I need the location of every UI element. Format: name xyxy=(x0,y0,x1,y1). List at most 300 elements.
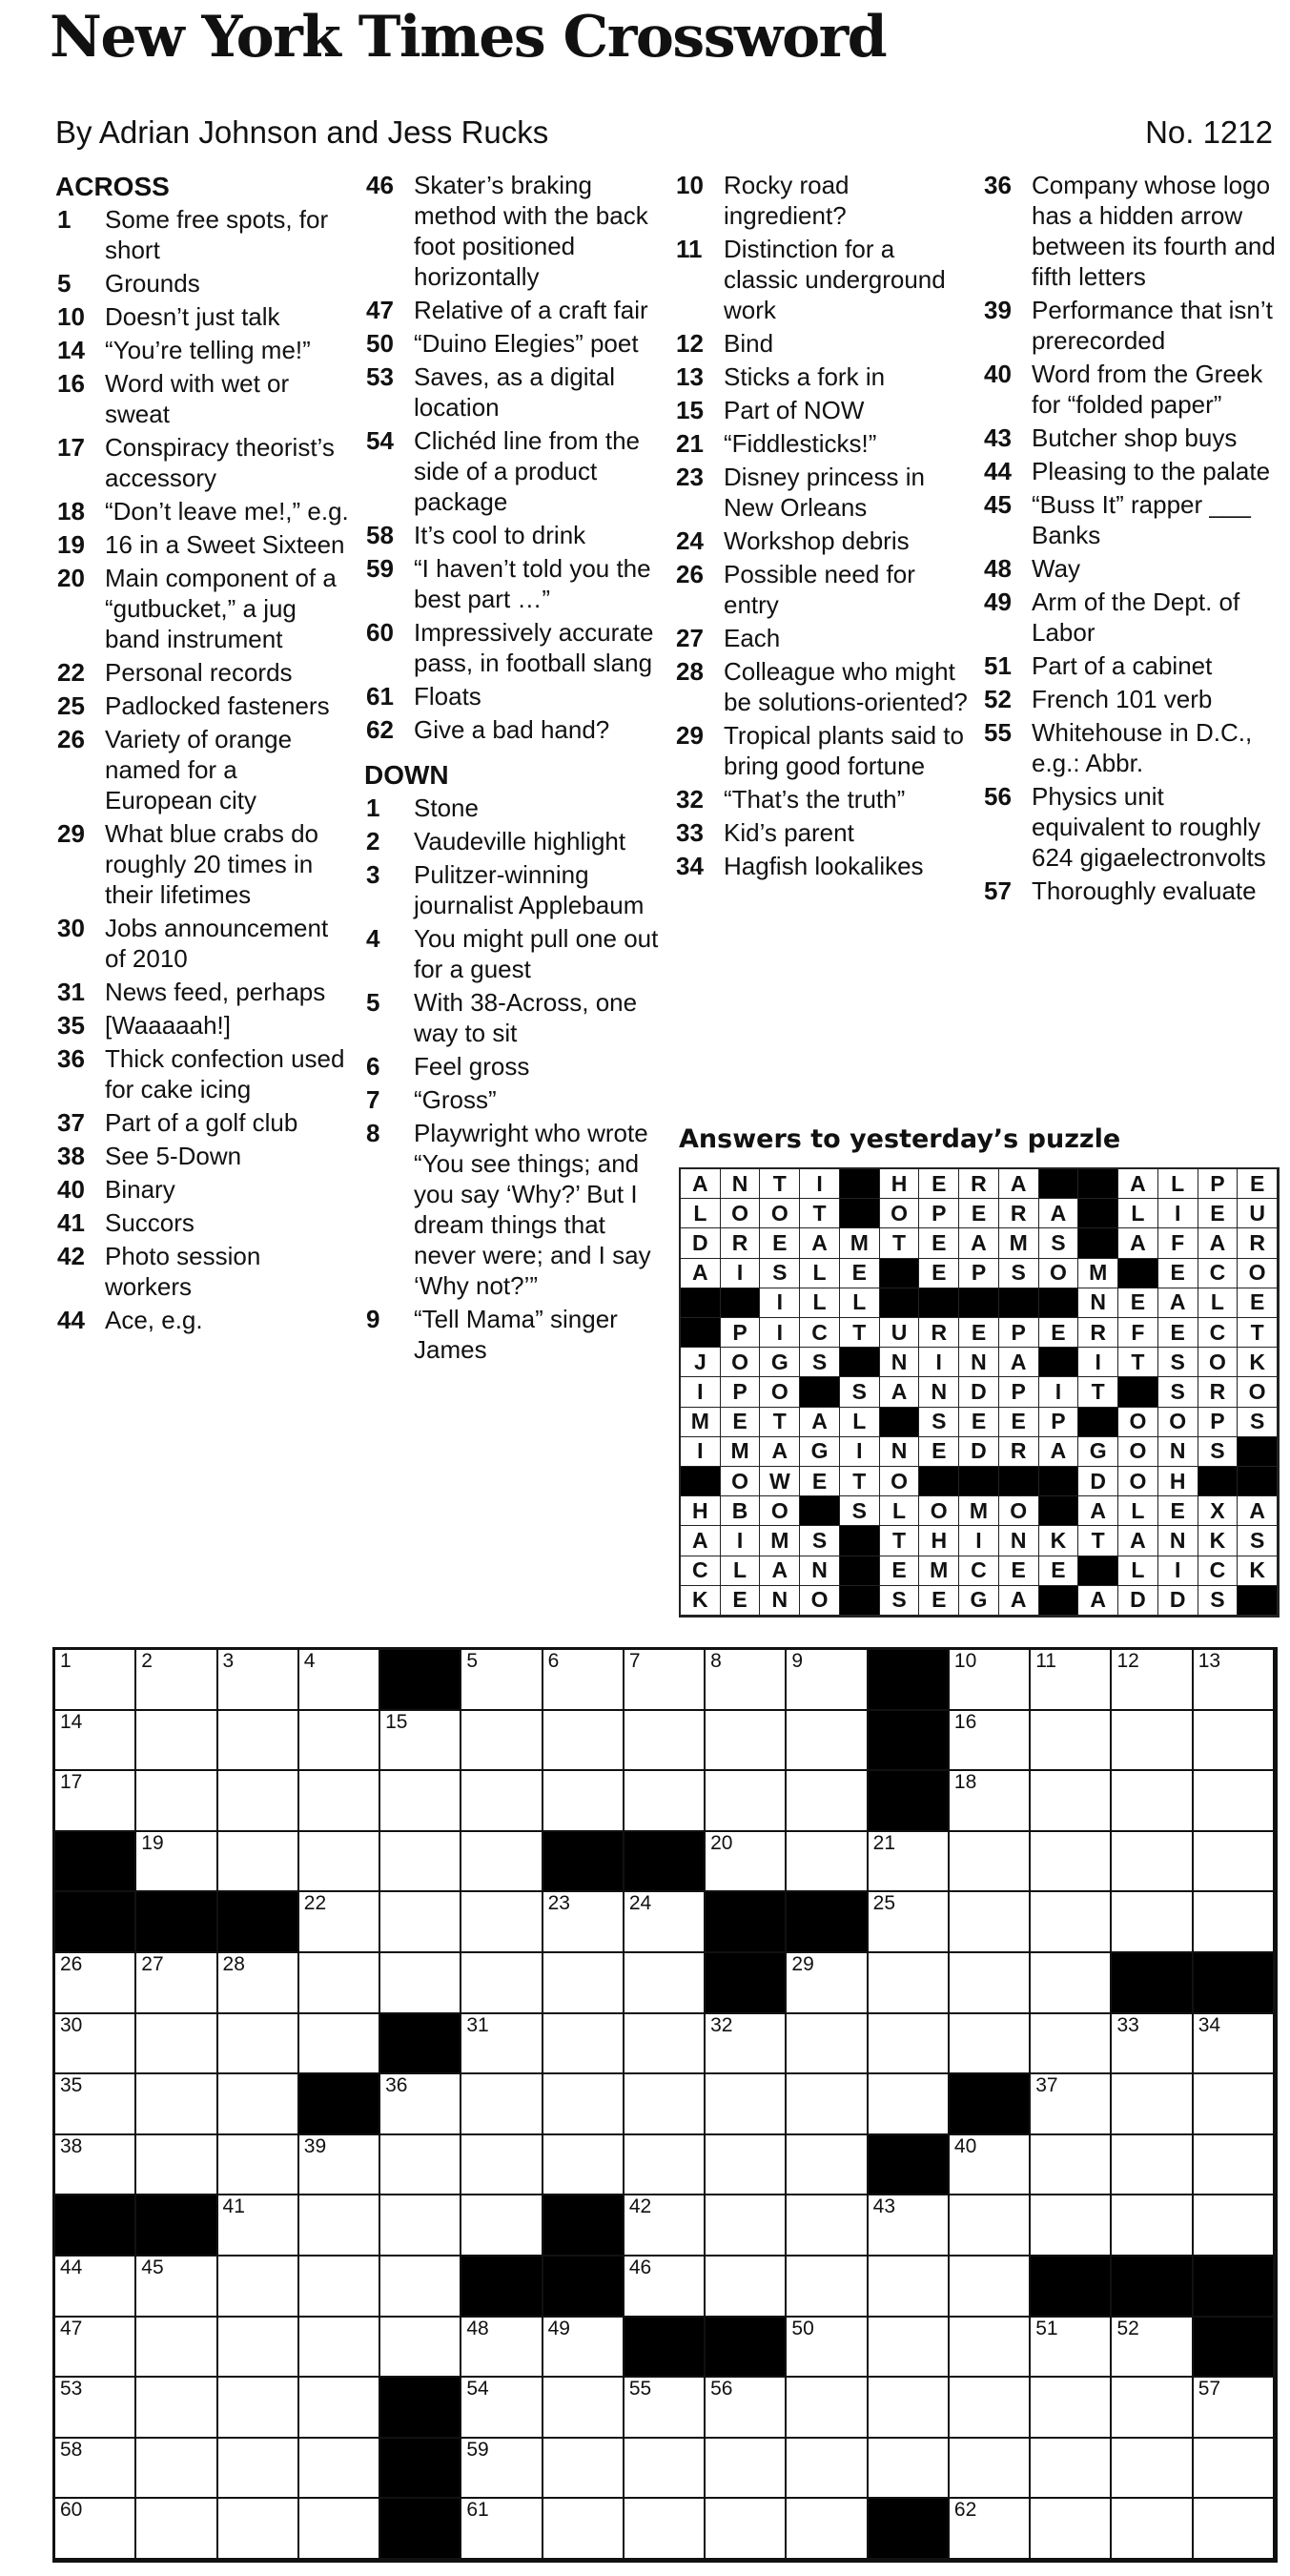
grid-cell[interactable] xyxy=(55,2014,136,2075)
clue-text: Relative of a craft fair xyxy=(414,296,648,324)
grid-cell[interactable] xyxy=(380,2195,461,2257)
grid-cell[interactable] xyxy=(543,2014,625,2075)
grid-cell[interactable] xyxy=(869,1832,950,1893)
clue-text: Pulitzer-winning journalist Applebaum xyxy=(414,860,645,919)
grid-cell[interactable] xyxy=(1112,2378,1193,2439)
grid-cell[interactable] xyxy=(1112,2135,1193,2196)
grid-cell[interactable] xyxy=(706,2499,787,2560)
section-heading-across: ACROSS xyxy=(55,172,170,201)
grid-cell[interactable] xyxy=(136,2014,217,2075)
answer-cell: O xyxy=(1118,1467,1158,1496)
grid-cell[interactable] xyxy=(218,1711,299,1772)
grid-cell[interactable] xyxy=(1031,2378,1112,2439)
grid-cell[interactable] xyxy=(625,2074,706,2135)
grid-cell[interactable] xyxy=(299,2257,380,2318)
clue-text: Variety of orange named for a European city xyxy=(105,725,293,814)
grid-cell[interactable] xyxy=(1194,1832,1275,1893)
grid-cell[interactable] xyxy=(1194,2439,1275,2500)
grid-cell[interactable] xyxy=(218,2074,299,2135)
answer-cell: F xyxy=(1118,1318,1158,1348)
grid-cell[interactable] xyxy=(1194,2378,1275,2439)
grid-cell[interactable] xyxy=(950,1892,1031,1953)
grid-cell[interactable] xyxy=(461,2195,543,2257)
clue-number: 61 xyxy=(366,682,394,711)
grid-cell[interactable] xyxy=(299,1832,380,1893)
grid-cell[interactable] xyxy=(136,1953,217,2014)
grid-cell[interactable] xyxy=(461,2499,543,2560)
grid-cell[interactable] xyxy=(1194,1711,1275,1772)
page-title: New York Times Crossword xyxy=(50,4,887,71)
grid-cell[interactable] xyxy=(55,2499,136,2560)
grid-cell[interactable] xyxy=(869,2257,950,2318)
clue-number: 39 xyxy=(984,296,1012,324)
grid-cell[interactable] xyxy=(1031,1711,1112,1772)
grid-cell[interactable] xyxy=(380,1953,461,2014)
grid-cell[interactable] xyxy=(299,1771,380,1832)
grid-cell[interactable] xyxy=(787,2257,868,2318)
answer-cell: K xyxy=(1238,1556,1278,1586)
grid-cell[interactable] xyxy=(706,1711,787,1772)
grid-block xyxy=(136,2195,217,2257)
grid-cell[interactable] xyxy=(136,2257,217,2318)
grid-cell[interactable] xyxy=(461,2074,543,2135)
clue xyxy=(982,359,1282,420)
grid-cell[interactable] xyxy=(543,1953,625,2014)
grid-cell[interactable] xyxy=(461,2135,543,2196)
grid-cell-number: 35 xyxy=(60,2074,83,2097)
grid-cell[interactable] xyxy=(299,1953,380,2014)
grid-cell[interactable] xyxy=(1194,1650,1275,1711)
grid-cell[interactable] xyxy=(1031,2014,1112,2075)
grid-cell[interactable] xyxy=(543,1771,625,1832)
grid-cell[interactable] xyxy=(299,2378,380,2439)
grid-cell[interactable] xyxy=(625,2378,706,2439)
clue xyxy=(674,784,970,814)
grid-cell[interactable] xyxy=(869,2378,950,2439)
clue xyxy=(55,1207,351,1238)
clue-text: “Don’t leave me!,” e.g. xyxy=(105,497,349,526)
grid-cell[interactable] xyxy=(299,1892,380,1953)
answer-cell: E xyxy=(1198,1199,1239,1228)
grid-cell[interactable] xyxy=(543,2074,625,2135)
clue xyxy=(364,1084,660,1115)
grid-cell[interactable] xyxy=(218,2195,299,2257)
grid-cell[interactable] xyxy=(950,2195,1031,2257)
grid-cell[interactable] xyxy=(461,1953,543,2014)
grid-cell[interactable] xyxy=(136,2378,217,2439)
grid-cell[interactable] xyxy=(787,1953,868,2014)
grid-cell[interactable] xyxy=(218,2499,299,2560)
clue xyxy=(982,295,1282,356)
grid-cell[interactable] xyxy=(461,1832,543,1893)
clue xyxy=(982,717,1282,778)
grid-cell[interactable] xyxy=(543,1650,625,1711)
grid-cell[interactable] xyxy=(625,2257,706,2318)
grid-cell[interactable] xyxy=(218,1832,299,1893)
clue-number: 23 xyxy=(676,463,704,491)
grid-cell[interactable] xyxy=(1031,2195,1112,2257)
grid-cell[interactable] xyxy=(1194,2135,1275,2196)
grid-cell[interactable] xyxy=(1031,1650,1112,1711)
grid-cell[interactable] xyxy=(1112,2014,1193,2075)
clue xyxy=(674,395,970,425)
answer-cell: T xyxy=(800,1199,840,1228)
grid-cell[interactable] xyxy=(380,2257,461,2318)
grid-cell[interactable] xyxy=(950,1832,1031,1893)
grid-cell[interactable] xyxy=(218,1650,299,1711)
grid-cell[interactable] xyxy=(1112,1892,1193,1953)
clue-number: 62 xyxy=(366,715,394,744)
grid-cell[interactable] xyxy=(299,2195,380,2257)
grid-cell[interactable] xyxy=(950,2014,1031,2075)
grid-cell[interactable] xyxy=(787,2195,868,2257)
clue-text: Impressively accurate pass, in football slang xyxy=(414,618,654,677)
clue-text: “You’re telling me!” xyxy=(105,336,311,364)
grid-cell-number: 36 xyxy=(385,2074,408,2097)
grid-cell[interactable] xyxy=(1194,2195,1275,2257)
grid-cell[interactable] xyxy=(625,1953,706,2014)
answer-block xyxy=(1039,1288,1079,1318)
grid-cell[interactable] xyxy=(136,2499,217,2560)
grid-cell[interactable] xyxy=(55,1650,136,1711)
grid-cell[interactable] xyxy=(787,1832,868,1893)
answer-cell: W xyxy=(760,1467,800,1496)
grid-cell[interactable] xyxy=(1112,2439,1193,2500)
answer-cell: K xyxy=(1238,1348,1278,1377)
answer-cell: O xyxy=(1158,1408,1198,1437)
grid-cell[interactable] xyxy=(218,2439,299,2500)
grid-cell[interactable] xyxy=(950,2439,1031,2500)
grid-cell[interactable] xyxy=(787,1711,868,1772)
answer-cell: N xyxy=(880,1348,920,1377)
answer-cell: P xyxy=(1039,1408,1079,1437)
grid-cell[interactable] xyxy=(380,1771,461,1832)
grid-cell[interactable] xyxy=(869,2195,950,2257)
clue-text: Each xyxy=(724,624,781,652)
grid-cell-number: 5 xyxy=(466,1650,479,1672)
answer-cell: L xyxy=(1118,1496,1158,1526)
grid-cell[interactable] xyxy=(1112,1832,1193,1893)
answer-cell: N xyxy=(1158,1437,1198,1467)
grid-cell[interactable] xyxy=(218,2014,299,2075)
answer-cell: E xyxy=(919,1437,959,1467)
grid-cell[interactable] xyxy=(461,1650,543,1711)
grid-cell[interactable] xyxy=(1031,2439,1112,2500)
grid-cell[interactable] xyxy=(625,1711,706,1772)
answer-cell: U xyxy=(880,1318,920,1348)
answer-block xyxy=(840,1526,880,1556)
clue xyxy=(364,553,660,614)
grid-cell[interactable] xyxy=(299,1650,380,1711)
answer-cell: L xyxy=(800,1288,840,1318)
grid-cell[interactable] xyxy=(380,2318,461,2379)
clue-number: 49 xyxy=(984,587,1012,616)
grid-cell[interactable] xyxy=(625,2439,706,2500)
grid-cell[interactable] xyxy=(136,2439,217,2500)
grid-cell[interactable] xyxy=(1031,1832,1112,1893)
grid-cell[interactable] xyxy=(1031,2318,1112,2379)
answer-cell: M xyxy=(840,1228,880,1258)
grid-cell[interactable] xyxy=(299,2499,380,2560)
answer-cell: S xyxy=(840,1377,880,1407)
clue-column-1 xyxy=(55,170,351,1338)
grid-cell[interactable] xyxy=(950,2378,1031,2439)
grid-cell[interactable] xyxy=(543,1711,625,1772)
answer-cell: A xyxy=(800,1228,840,1258)
clue-text: Part of a cabinet xyxy=(1032,651,1213,680)
grid-cell[interactable] xyxy=(461,2318,543,2379)
grid-cell[interactable] xyxy=(950,1711,1031,1772)
grid-cell[interactable] xyxy=(1112,2499,1193,2560)
grid-cell[interactable] xyxy=(136,1711,217,1772)
grid-cell[interactable] xyxy=(543,2318,625,2379)
clue xyxy=(364,295,660,325)
grid-cell[interactable] xyxy=(706,2378,787,2439)
answer-cell: E xyxy=(721,1586,761,1616)
grid-cell[interactable] xyxy=(869,1892,950,1953)
clue-number: 55 xyxy=(984,718,1012,747)
grid-cell[interactable] xyxy=(218,2257,299,2318)
answer-cell: A xyxy=(1039,1199,1079,1228)
grid-cell[interactable] xyxy=(787,2014,868,2075)
grid-cell[interactable] xyxy=(299,2135,380,2196)
grid-cell-number: 55 xyxy=(628,2378,652,2401)
grid-cell[interactable] xyxy=(1112,2195,1193,2257)
grid-cell[interactable] xyxy=(787,2499,868,2560)
grid-cell[interactable] xyxy=(950,1953,1031,2014)
clue-text: Ace, e.g. xyxy=(105,1306,203,1334)
answer-cell: E xyxy=(1158,1259,1198,1288)
grid-cell[interactable] xyxy=(55,2378,136,2439)
clue-text: Binary xyxy=(105,1175,175,1204)
grid-cell[interactable] xyxy=(543,2439,625,2500)
grid-cell[interactable] xyxy=(1194,2074,1275,2135)
answer-cell: O xyxy=(760,1496,800,1526)
grid-cell[interactable] xyxy=(706,2014,787,2075)
grid-cell[interactable] xyxy=(706,2195,787,2257)
answer-cell: P xyxy=(721,1377,761,1407)
grid-cell[interactable] xyxy=(1031,2499,1112,2560)
grid-cell[interactable] xyxy=(950,1650,1031,1711)
grid-cell[interactable] xyxy=(136,2318,217,2379)
grid-cell[interactable] xyxy=(55,2135,136,2196)
grid-cell[interactable] xyxy=(543,2499,625,2560)
grid-cell[interactable] xyxy=(869,2318,950,2379)
answer-cell: E xyxy=(721,1408,761,1437)
answer-cell: R xyxy=(1078,1318,1118,1348)
grid-cell[interactable] xyxy=(55,1711,136,1772)
answer-cell: E xyxy=(919,1586,959,1616)
grid-cell[interactable] xyxy=(625,1650,706,1711)
grid-cell[interactable] xyxy=(1112,1771,1193,1832)
grid-cell[interactable] xyxy=(461,1711,543,1772)
answer-cell: O xyxy=(1238,1377,1278,1407)
grid-cell[interactable] xyxy=(1031,2135,1112,2196)
grid-cell[interactable] xyxy=(461,2014,543,2075)
clue-number: 22 xyxy=(57,658,85,687)
grid-cell[interactable] xyxy=(299,2318,380,2379)
grid-cell[interactable] xyxy=(950,1771,1031,1832)
grid-cell[interactable] xyxy=(787,2135,868,2196)
grid-cell-number: 27 xyxy=(141,1953,164,1975)
clue xyxy=(55,1241,351,1302)
grid-cell[interactable] xyxy=(218,1771,299,1832)
clue-number: 7 xyxy=(366,1085,380,1114)
grid-cell[interactable] xyxy=(1031,1953,1112,2014)
clue xyxy=(55,1174,351,1205)
answer-cell: O xyxy=(721,1199,761,1228)
grid-cell[interactable] xyxy=(299,2439,380,2500)
grid-cell[interactable] xyxy=(869,2014,950,2075)
grid-cell[interactable] xyxy=(1112,1650,1193,1711)
grid-cell[interactable] xyxy=(218,2318,299,2379)
grid-cell[interactable] xyxy=(706,2439,787,2500)
answer-cell: O xyxy=(880,1467,920,1496)
grid-cell[interactable] xyxy=(55,2439,136,2500)
grid-cell[interactable] xyxy=(1194,1771,1275,1832)
grid-cell[interactable] xyxy=(136,1771,217,1832)
clue-number: 36 xyxy=(984,171,1012,199)
grid-block xyxy=(950,2074,1031,2135)
clue-number: 38 xyxy=(57,1142,85,1170)
grid-cell[interactable] xyxy=(1112,2074,1193,2135)
grid-cell[interactable] xyxy=(218,2378,299,2439)
grid-cell[interactable] xyxy=(787,2378,868,2439)
clue xyxy=(364,681,660,711)
grid-cell[interactable] xyxy=(136,2074,217,2135)
clue xyxy=(364,1051,660,1082)
answer-cell: C xyxy=(800,1318,840,1348)
grid-block xyxy=(55,1892,136,1953)
answer-cell: C xyxy=(681,1556,721,1586)
grid-cell[interactable] xyxy=(380,2135,461,2196)
grid-cell[interactable] xyxy=(1031,1892,1112,1953)
grid-cell[interactable] xyxy=(1194,2499,1275,2560)
clue xyxy=(982,587,1282,648)
grid-cell[interactable] xyxy=(787,2318,868,2379)
grid-cell[interactable] xyxy=(625,1771,706,1832)
grid-cell[interactable] xyxy=(1112,1711,1193,1772)
grid-cell[interactable] xyxy=(950,2318,1031,2379)
answer-cell: D xyxy=(1158,1586,1198,1616)
grid-cell[interactable] xyxy=(706,2135,787,2196)
grid-cell[interactable] xyxy=(136,1650,217,1711)
grid-cell[interactable] xyxy=(380,1832,461,1893)
grid-cell[interactable] xyxy=(869,1953,950,2014)
answer-cell: A xyxy=(800,1408,840,1437)
clue-number: 29 xyxy=(57,819,85,848)
answer-cell: L xyxy=(840,1408,880,1437)
answer-block xyxy=(1078,1199,1118,1228)
grid-cell[interactable] xyxy=(299,2014,380,2075)
grid-cell[interactable] xyxy=(299,1711,380,1772)
clue-number: 14 xyxy=(57,336,85,364)
answer-cell: N xyxy=(999,1526,1039,1556)
grid-cell[interactable] xyxy=(461,2439,543,2500)
answer-cell: E xyxy=(1238,1169,1278,1199)
grid-cell[interactable] xyxy=(1194,1892,1275,1953)
grid-cell[interactable] xyxy=(55,2318,136,2379)
grid-cell[interactable] xyxy=(787,2439,868,2500)
grid-cell[interactable] xyxy=(461,2378,543,2439)
grid-cell-number: 40 xyxy=(953,2134,977,2157)
grid-cell[interactable] xyxy=(461,1771,543,1832)
answer-cell: S xyxy=(800,1526,840,1556)
grid-cell[interactable] xyxy=(136,1832,217,1893)
grid-cell[interactable] xyxy=(543,2135,625,2196)
grid-cell[interactable] xyxy=(625,2014,706,2075)
grid-cell[interactable] xyxy=(55,1771,136,1832)
clue-number: 40 xyxy=(57,1175,85,1204)
clue-number: 25 xyxy=(57,691,85,720)
grid-cell[interactable] xyxy=(706,2257,787,2318)
grid-cell[interactable] xyxy=(380,1892,461,1953)
clue-text: Bind xyxy=(724,329,774,358)
grid-cell[interactable] xyxy=(869,2074,950,2135)
grid-cell[interactable] xyxy=(1031,2074,1112,2135)
grid-cell-number: 56 xyxy=(710,2378,733,2401)
puzzle-number: No. 1212 xyxy=(1145,114,1273,150)
grid-cell[interactable] xyxy=(625,2499,706,2560)
grid-cell[interactable] xyxy=(950,2499,1031,2560)
clue-number: 20 xyxy=(57,564,85,592)
answer-cell: I xyxy=(1078,1348,1118,1377)
clue xyxy=(674,656,970,717)
grid-cell[interactable] xyxy=(218,1953,299,2014)
grid-cell[interactable] xyxy=(543,2378,625,2439)
grid-cell[interactable] xyxy=(625,1892,706,1953)
clue-text: It’s cool to drink xyxy=(414,521,586,549)
answer-cell: R xyxy=(999,1199,1039,1228)
clue-number: 48 xyxy=(984,554,1012,583)
grid-cell[interactable] xyxy=(380,2074,461,2135)
grid-cell[interactable] xyxy=(136,2135,217,2196)
grid-cell[interactable] xyxy=(706,1832,787,1893)
grid-cell-number: 15 xyxy=(385,1710,408,1733)
grid-cell[interactable] xyxy=(787,1771,868,1832)
answer-block xyxy=(681,1467,721,1496)
grid-cell[interactable] xyxy=(543,1892,625,1953)
grid-cell[interactable] xyxy=(787,1650,868,1711)
grid-cell[interactable] xyxy=(625,2135,706,2196)
grid-cell[interactable] xyxy=(1031,1771,1112,1832)
grid-cell[interactable] xyxy=(706,2074,787,2135)
grid-cell-number: 13 xyxy=(1198,1650,1221,1672)
grid-cell[interactable] xyxy=(950,2135,1031,2196)
clue xyxy=(55,563,351,654)
clue xyxy=(55,1107,351,1138)
grid-cell[interactable] xyxy=(1194,2014,1275,2075)
grid-cell[interactable] xyxy=(380,1711,461,1772)
grid-cell[interactable] xyxy=(787,2074,868,2135)
grid-cell[interactable] xyxy=(218,2135,299,2196)
grid-cell[interactable] xyxy=(706,1650,787,1711)
grid-cell[interactable] xyxy=(55,2074,136,2135)
answer-cell: I xyxy=(800,1169,840,1199)
grid-cell[interactable] xyxy=(55,2257,136,2318)
grid-cell[interactable] xyxy=(55,1953,136,2014)
grid-cell[interactable] xyxy=(1112,2318,1193,2379)
answer-cell: L xyxy=(1118,1556,1158,1586)
grid-cell[interactable] xyxy=(461,1892,543,1953)
grid-cell[interactable] xyxy=(950,2257,1031,2318)
grid-cell[interactable] xyxy=(706,1771,787,1832)
clue-number: 21 xyxy=(676,429,704,458)
answer-cell: P xyxy=(721,1318,761,1348)
grid-cell-number: 4 xyxy=(303,1650,316,1672)
grid-cell[interactable] xyxy=(869,2439,950,2500)
grid-cell[interactable] xyxy=(625,2195,706,2257)
